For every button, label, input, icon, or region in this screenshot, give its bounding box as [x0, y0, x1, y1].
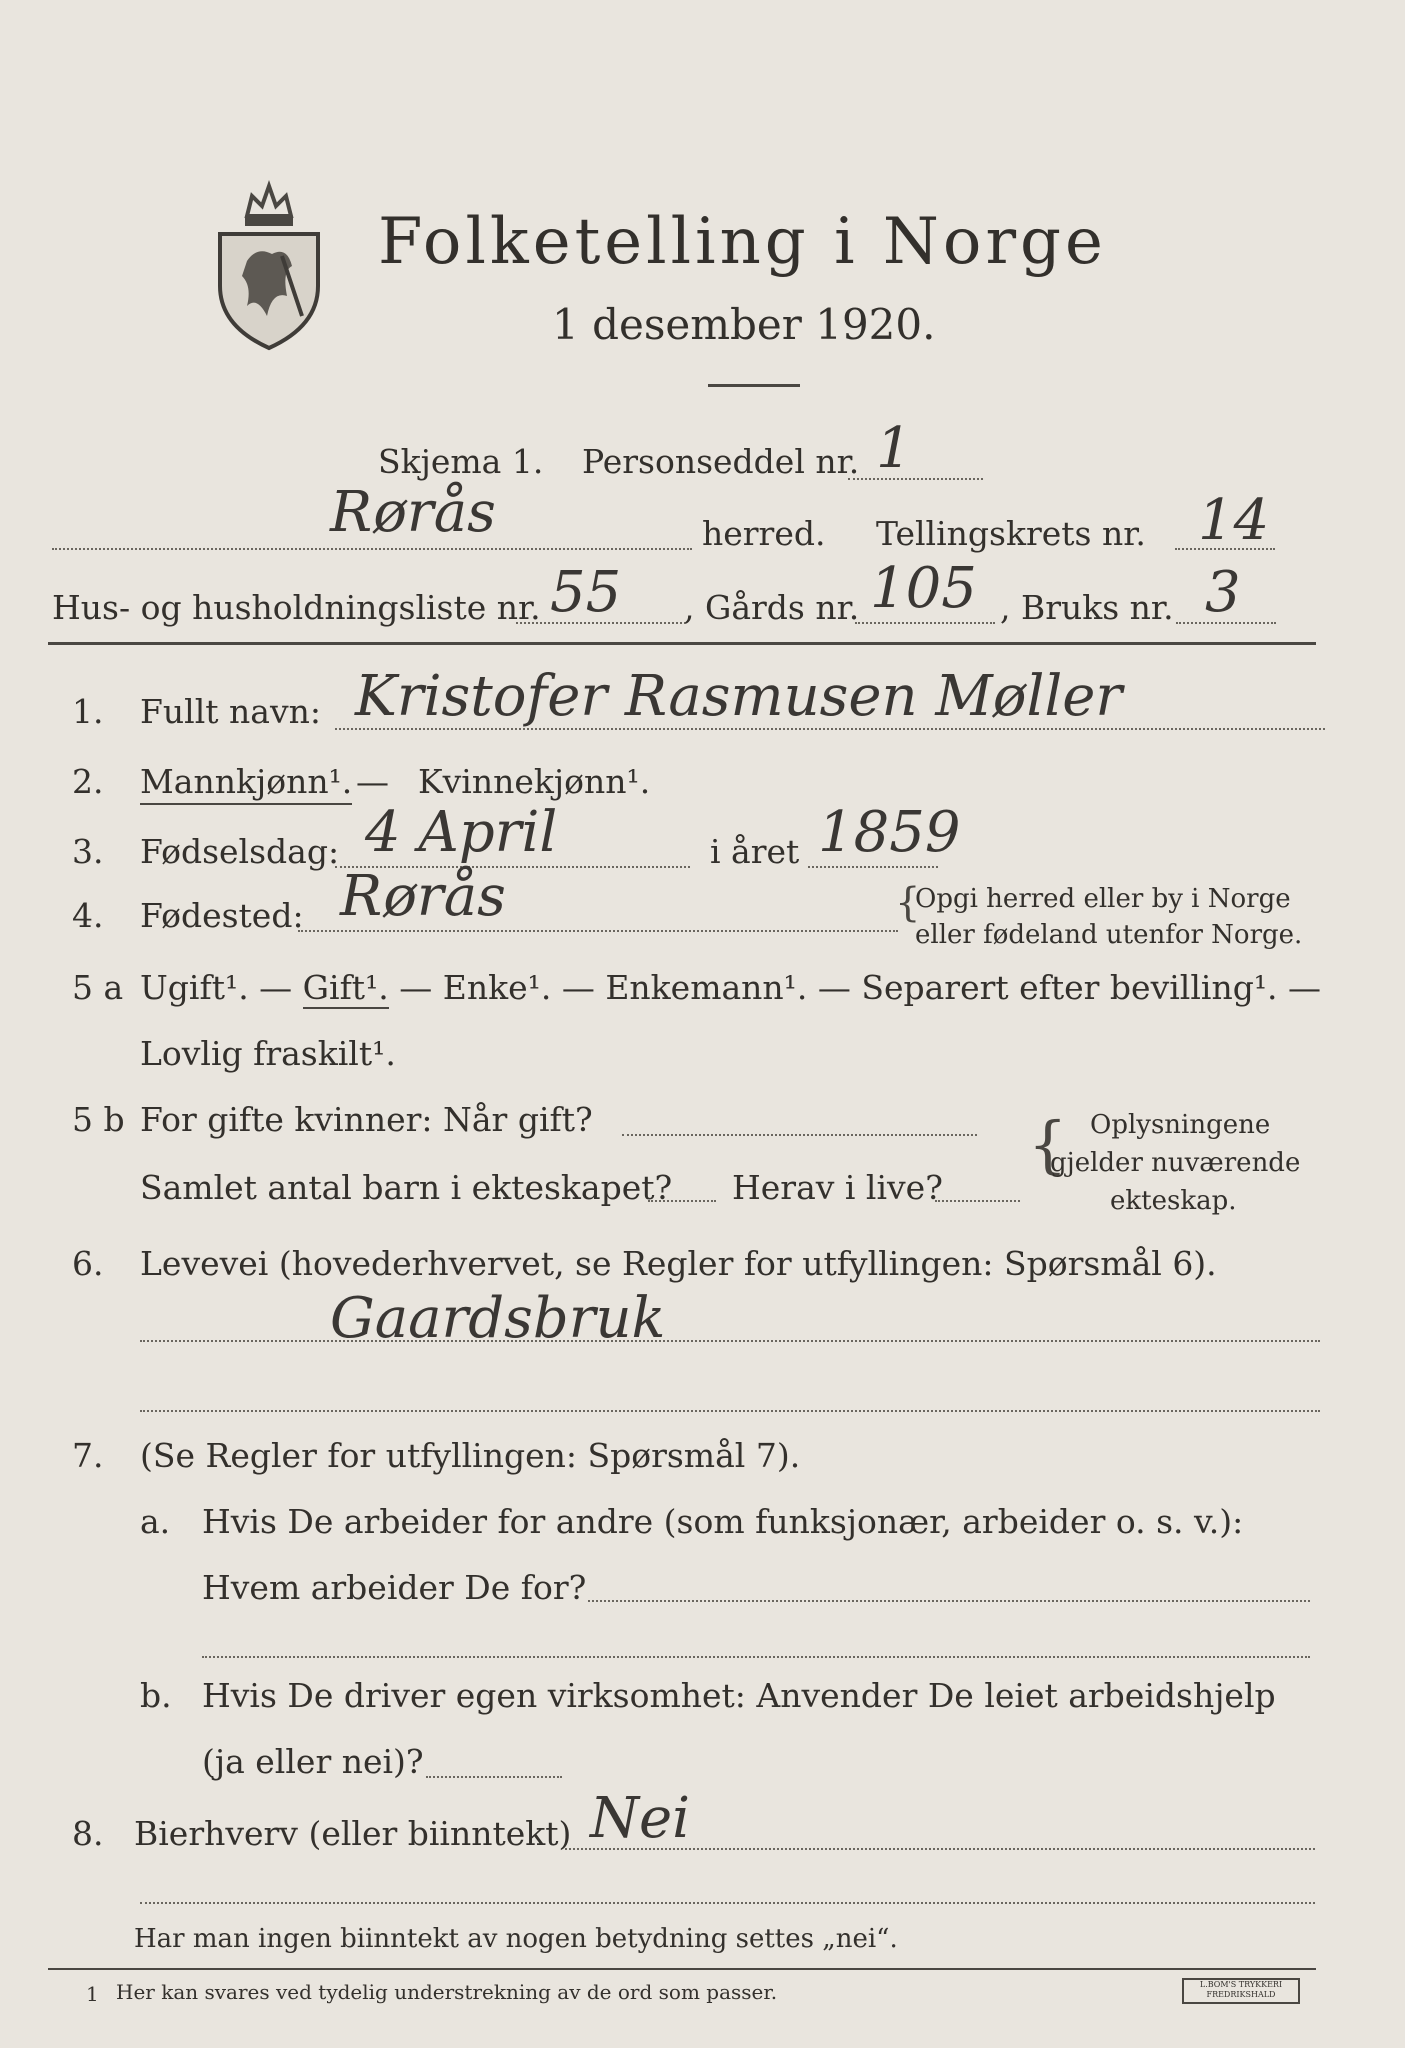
q8-value: Nei: [590, 1786, 691, 1851]
q1-number: 1.: [72, 692, 104, 731]
q5b-note-line1: Oplysningene: [1090, 1110, 1271, 1140]
q5b-note-line3: ekteskap.: [1110, 1186, 1237, 1216]
footer-rule: [48, 1968, 1316, 1970]
q6-occupation-value: Gaardsbruk: [330, 1286, 666, 1351]
herred-value: Rørås: [330, 480, 496, 545]
personseddel-label: Personseddel nr.: [582, 442, 860, 481]
q4-brace: {: [895, 880, 921, 926]
tellingskrets-value: 14: [1198, 488, 1270, 553]
q7a-line2: [202, 1656, 1310, 1658]
q3-year-value: 1859: [818, 800, 961, 865]
husholdningsliste-label: Hus- og husholdningsliste nr.: [52, 588, 541, 627]
q5b-brace: {: [1028, 1108, 1068, 1181]
q7-number: 7.: [72, 1436, 104, 1475]
q7b-label: Hvis De driver egen virksomhet: Anvender De leiet arbeidshjelp: [202, 1676, 1276, 1715]
husholdningsliste-value: 55: [550, 560, 622, 625]
q5a-number: 5 a: [72, 968, 124, 1007]
q5a-ugift-option: Ugift¹. —: [140, 968, 303, 1007]
q2-female-option: Kvinnekjønn¹.: [418, 762, 651, 801]
q4-birthplace-value: Rørås: [340, 864, 506, 929]
q7-label: (Se Regler for utfyllingen: Spørsmål 7).: [140, 1436, 801, 1475]
q4-line: [298, 930, 898, 932]
q7a-label2: Hvem arbeider De for?: [202, 1568, 587, 1607]
gards-value: 105: [870, 556, 977, 621]
q5b-married-line: [622, 1134, 977, 1136]
q4-note-line1: Opgi herred eller by i Norge: [915, 884, 1291, 914]
q3-year-label: i året: [710, 832, 800, 871]
q1-label: Fullt navn:: [140, 692, 321, 731]
personseddel-value: 1: [876, 416, 912, 481]
norway-coat-of-arms-icon: [212, 176, 326, 354]
q6-label: Levevei (hovederhvervet, se Regler for utfyllingen: Spørsmål 6).: [140, 1244, 1217, 1283]
q2-male-option: Mannkjønn¹.: [140, 762, 352, 805]
herred-label: herred.: [702, 514, 826, 553]
q2-number: 2.: [72, 762, 104, 801]
q5a-options-line2: Lovlig fraskilt¹.: [140, 1034, 396, 1073]
q3-year-line: [808, 866, 938, 868]
skjema-label: Skjema 1.: [378, 442, 544, 481]
bruks-value: 3: [1205, 560, 1241, 625]
q8-line2: [140, 1902, 1315, 1904]
q2-separator: —: [356, 762, 389, 801]
tellingskrets-label: Tellingskrets nr.: [876, 514, 1146, 553]
q5a-gift-option: Gift¹.: [302, 968, 389, 1007]
q7a-label: Hvis De arbeider for andre (som funksjonær, arbeider o. s. v.):: [202, 1502, 1244, 1541]
q7b-number: b.: [140, 1676, 172, 1715]
q3-number: 3.: [72, 832, 104, 871]
footnote-number: 1: [86, 1982, 99, 2006]
personseddel-line: [848, 478, 983, 480]
q7b-line: [426, 1776, 562, 1778]
q7a-number: a.: [140, 1502, 171, 1541]
form-title: Folketelling i Norge: [378, 205, 1107, 279]
q5b-label3: Herav i live?: [732, 1168, 943, 1207]
q5b-label2: Samlet antal barn i ekteskapet?: [140, 1168, 673, 1207]
q5b-children-line: [648, 1200, 716, 1202]
herred-line: [52, 548, 692, 550]
q1-name-value: Kristofer Rasmusen Møller: [355, 664, 1123, 729]
q5b-alive-line: [935, 1200, 1020, 1202]
q6-line1: [140, 1340, 1320, 1342]
q4-number: 4.: [72, 896, 104, 935]
form-date: 1 desember 1920.: [552, 300, 936, 349]
q8-label: Bierhverv (eller biinntekt): [134, 1814, 572, 1853]
q7b-label2: (ja eller nei)?: [202, 1742, 424, 1781]
q8-number: 8.: [72, 1814, 104, 1853]
printer-stamp: L.BOM'S TRYKKERI FREDRIKSHALD: [1182, 1978, 1300, 2004]
header-rule: [48, 642, 1316, 645]
q5b-number: 5 b: [72, 1100, 125, 1139]
footnote-text: Her kan svares ved tydelig understrekning av de ord som passer.: [116, 1980, 778, 2004]
q5b-note-line2: gjelder nuværende: [1050, 1148, 1301, 1178]
q6-number: 6.: [72, 1244, 104, 1283]
gards-line: [855, 622, 995, 624]
q3-date-value: 4 April: [365, 800, 558, 865]
gards-label: , Gårds nr.: [684, 588, 860, 627]
q3-label: Fødselsdag:: [140, 832, 340, 871]
footer-note: Har man ingen biinntekt av nogen betydning settes „nei“.: [134, 1924, 898, 1954]
q5a-other-options: — Enke¹. — Enkemann¹. — Separert efter bevilling¹. —: [388, 968, 1322, 1007]
title-divider: [708, 384, 800, 387]
q7a-line1: [588, 1600, 1310, 1602]
bruks-label: , Bruks nr.: [1000, 588, 1174, 627]
q4-label: Fødested:: [140, 896, 304, 935]
q6-line2: [140, 1410, 1320, 1412]
q4-note-line2: eller fødeland utenfor Norge.: [915, 920, 1303, 950]
q5a-options-line1: [140, 968, 1321, 1007]
q5b-label1: For gifte kvinner: Når gift?: [140, 1100, 593, 1139]
